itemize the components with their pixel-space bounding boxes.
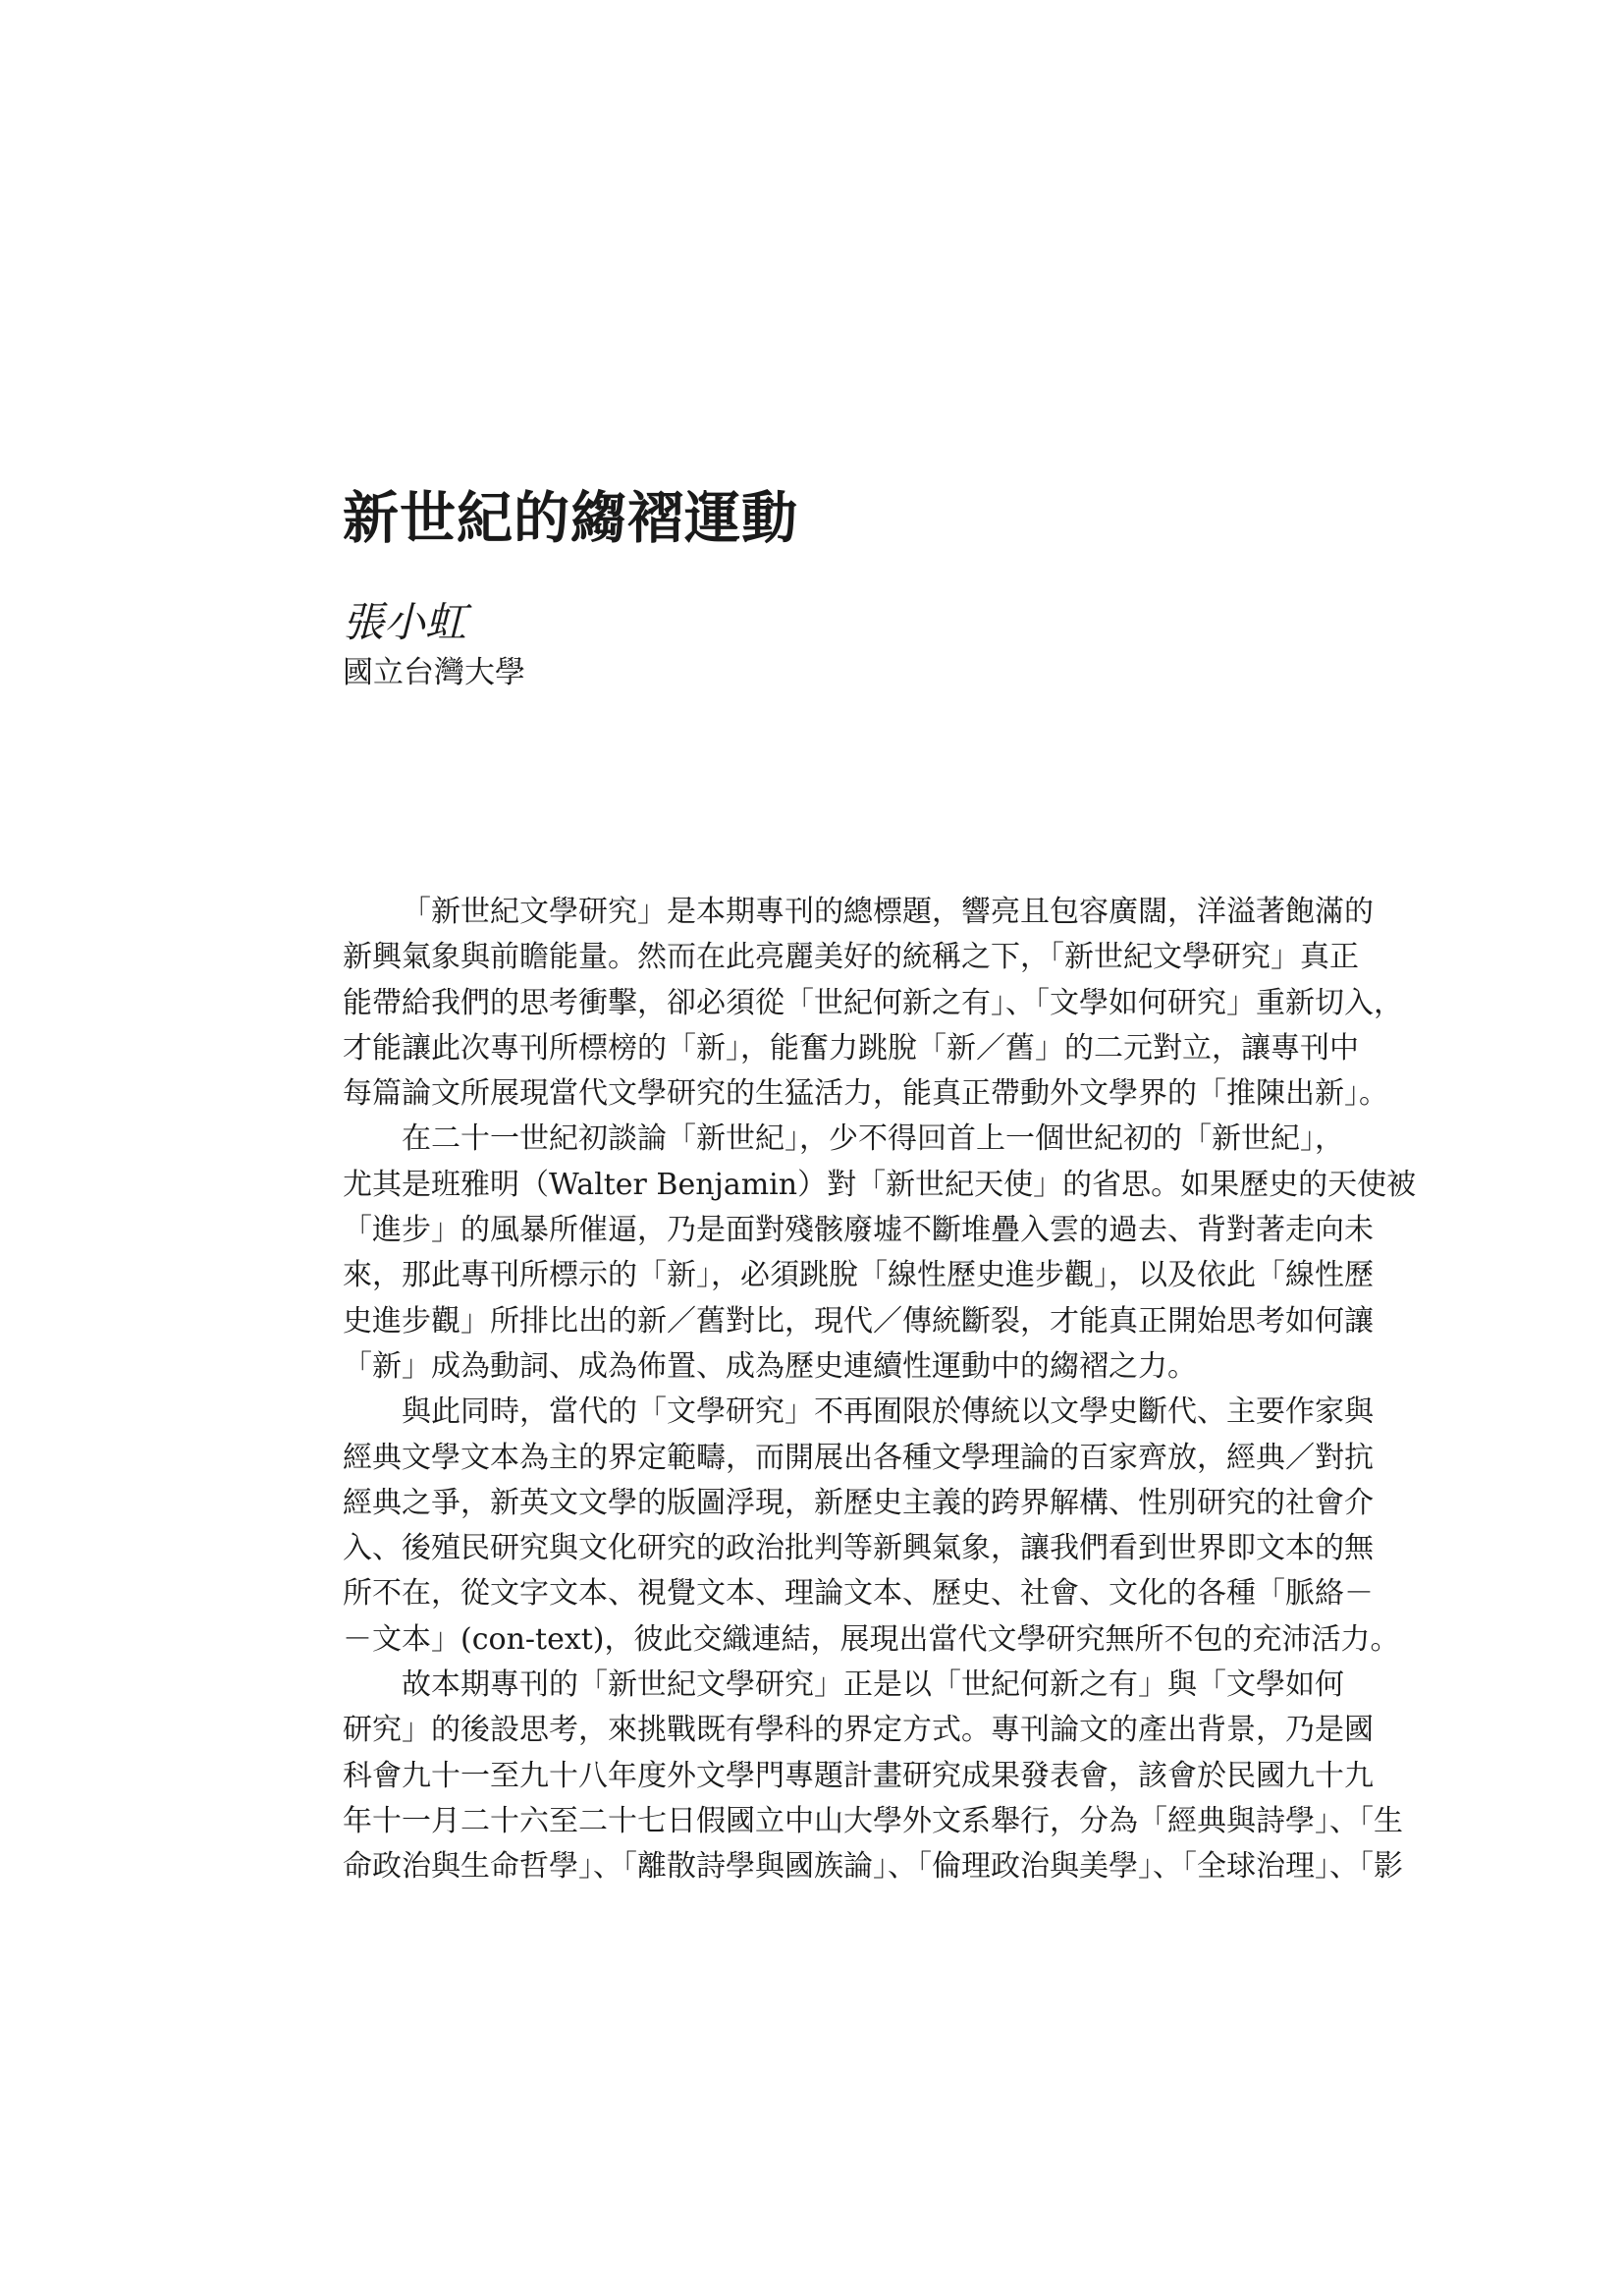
author-name: 張小虹 — [343, 598, 467, 646]
paragraph-1-line-2: 新興氣象與前瞻能量。然而在此亮麗美好的統稱之下，「新世紀文學研究」真正 — [343, 940, 1359, 975]
paragraph-2-line-1: 在二十一世紀初談論「新世紀」，少不得回首上一個世紀初的「新世紀」， — [402, 1121, 1344, 1157]
paragraph-4-line-4: 年十一月二十六至二十七日假國立中山大學外文系舉行，分為「經典與詩學」、「生 — [343, 1803, 1403, 1838]
paragraph-2-line-6: 「新」成為動詞、成為佈置、成為歷史連續性運動中的縐褶之力。 — [343, 1348, 1197, 1384]
paragraph-1-line-3: 能帶給我們的思考衝擊，卻必須從「世紀何新之有」、「文學如何研究」重新切入， — [343, 985, 1403, 1020]
paragraph-3-line-5: 所不在，從文字文本、視覺文本、理論文本、歷史、社會、文化的各種「脈絡－ — [343, 1576, 1374, 1612]
paragraph-3-line-2: 經典文學文本為主的界定範疇，而開展出各種文學理論的百家齊放，經典／對抗 — [343, 1440, 1374, 1475]
paragraph-3-line-4: 入、後殖民研究與文化研究的政治批判等新興氣象，讓我們看到世界即文本的無 — [343, 1531, 1374, 1566]
paragraph-2-line-4: 來，那此專刊所標示的「新」，必須跳脫「線性歷史進步觀」，以及依此「線性歷 — [343, 1258, 1374, 1293]
paragraph-3-line-1: 與此同時，當代的「文學研究」不再囿限於傳統以文學史斷代、主要作家與 — [402, 1394, 1374, 1430]
paragraph-3-line-3: 經典之爭，新英文文學的版圖浮現，新歷史主義的跨界解構、性別研究的社會介 — [343, 1485, 1374, 1520]
paragraph-4-line-5: 命政治與生命哲學」、「離散詩學與國族論」、「倫理政治與美學」、「全球治理」、「影 — [343, 1849, 1403, 1885]
paragraph-2-line-3: 「進步」的風暴所催逼，乃是面對殘骸廢墟不斷堆疊入雲的過去、背對著走向未 — [343, 1213, 1374, 1248]
paragraph-1-line-5: 每篇論文所展現當代文學研究的生猛活力，能真正帶動外文學界的「推陳出新」。 — [343, 1076, 1388, 1112]
paragraph-3-line-6: －文本」(con-text)，彼此交織連結，展現出當代文學研究無所不包的充沛活力。 — [343, 1621, 1400, 1657]
page-title: 新世紀的縐褶運動 — [343, 485, 798, 551]
article-body — [343, 890, 1417, 1890]
paragraph-1-line-1: 「新世紀文學研究」是本期專刊的總標題，響亮且包容廣闊，洋溢著飽滿的 — [402, 895, 1374, 929]
paragraph-4-line-2: 研究」的後設思考，來挑戰既有學科的界定方式。專刊論文的產出背景，乃是國 — [343, 1713, 1374, 1748]
paragraph-1-line-4: 才能讓此次專刊所標榜的「新」，能奮力跳脫「新／舊」的二元對立，讓專刊中 — [343, 1030, 1359, 1066]
paragraph-4-line-1: 故本期專刊的「新世紀文學研究」正是以「世紀何新之有」與「文學如何 — [402, 1667, 1344, 1703]
paragraph-4-line-3: 科會九十一至九十八年度外文學門專題計畫研究成果發表會，該會於民國九十九 — [343, 1758, 1374, 1793]
paragraph-2-line-5: 史進步觀」所排比出的新／舊對比，現代／傳統斷裂，才能真正開始思考如何讓 — [343, 1303, 1374, 1339]
paragraph-2-line-2: 尤其是班雅明（Walter Benjamin）對「新世紀天使」的省思。如果歷史的天使被 — [343, 1167, 1417, 1202]
author-affiliation: 國立台灣大學 — [343, 655, 525, 690]
